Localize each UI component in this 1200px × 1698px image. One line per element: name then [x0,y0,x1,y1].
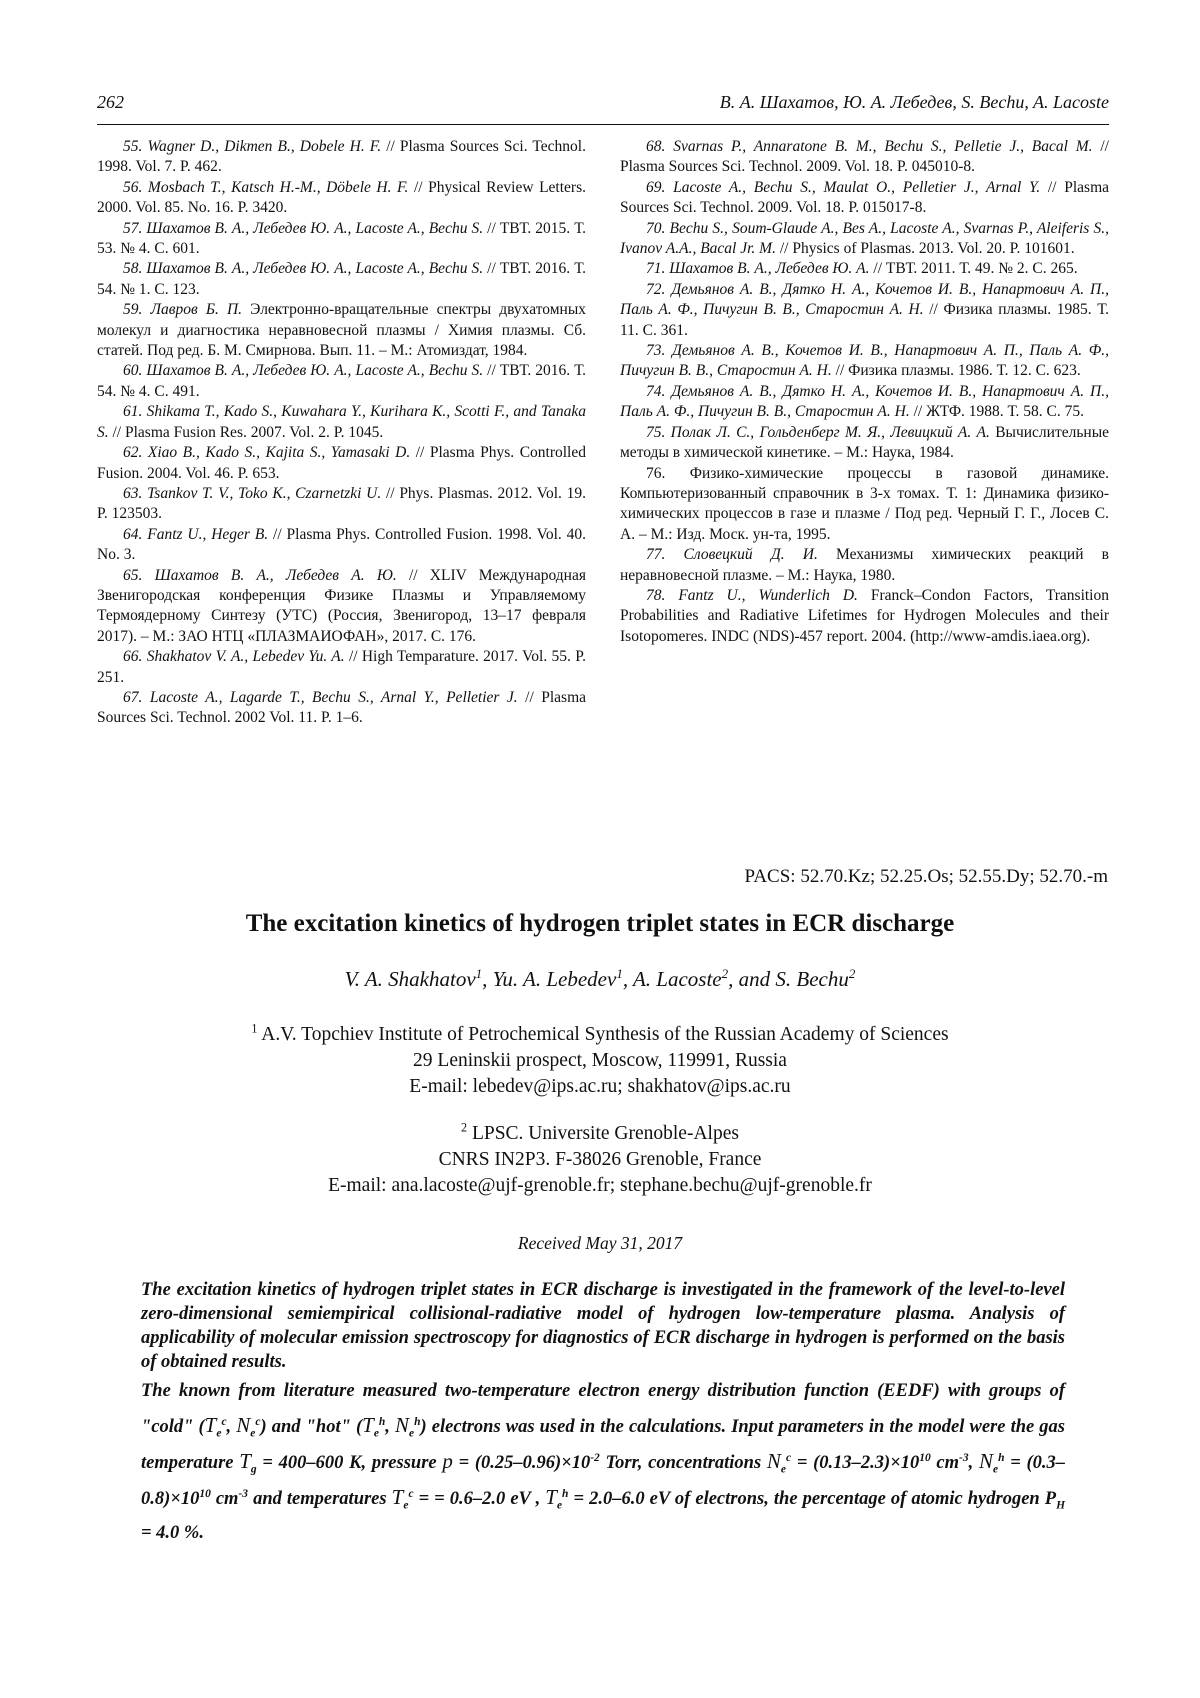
references-right-column [620,137,1109,647]
abstract-paragraph-2: The known from literature measured two-temperature electron energy distribution function (EEDF) with groups of "cold" ($T_e^c$, $N_e^c$) and "hot" ($T_e^h$, $N_e^h$) electrons was used in the calculations. Input parameters in the model were the gas temperature $T_g = 400-600$ K, pressure $p = (0.25-0.96)\times 10^{-2}$ Torr, concentrations $N_e^c = (0.13-2.3)\times 10^{10}$ $cm^{-3}$, $N_e^h = (0.3-0.8)\times 10^{10}$ $cm^{-3}$ and temperatures $T_e^c$ = = 0.6–2.0 eV , $T_e^h = 2.0-6.0$ eV of electrons, the percentage of atomic hydrogen $P_H = 4.0$ %. [141,1381,1066,1543]
author-3: , A. Lacoste [622,967,722,991]
reference-item: 59. Лавров Б. П. Электронно-вращательные спектры двухатомных молекул и диагностика неравновесной плазмы / Химия плазмы. Сб. статей. Под ред. Б. М. Смирнова. Вып. 11. – М.: Атомиздат, 1984. [97,301,587,360]
reference-item: 75. Полак Л. С., Гольденберг М. Я., Левицкий А. А. Вычислительные методы в химической кинетике. – М.: Наука, 1984. [620,423,1109,462]
email-2: E-mail: ana.lacoste@ujf-grenoble.fr; stephane.bechu@ujf-grenoble.fr [328,1175,872,1196]
reference-item: 60. Шахатов В. А., Лебедев Ю. А., Lacoste A., Bechu S. // ТВТ. 2016. Т. 54. № 4. С. 491. [97,362,586,400]
reference-item: 62. Xiao B., Kado S., Kajita S., Yamasaki D. // Plasma Phys. Controlled Fusion. 2004. Vol. 46. P. 653. [97,444,586,482]
reference-item: 55. Wagner D., Dikmen B., Dobele H. F. // Plasma Sources Sci. Technol. 1998. Vol. 7. P. 462. [97,138,586,176]
reference-item: 71. Шахатов В. А., Лебедев Ю. А. // ТВТ. 2011. Т. 49. № 2. С. 265. [646,260,1078,278]
reference-item: 68. Svarnas P., Annaratone B. M., Bechu S., Pelletie J., Bacal M. // Plasma Sources Sci. Technol. 2009. Vol. 18. P. 045010-8. [620,138,1109,176]
reference-item: 56. Mosbach T., Katsch H.-M., Döbele H. F. // Physical Review Letters. 2000. Vol. 85. No. 16. P. 3420. [97,178,586,217]
running-header [97,92,1109,125]
article-title: The excitation kinetics of hydrogen triplet states in ECR discharge [245,910,955,937]
reference-item: 58. Шахатов В. А., Лебедев Ю. А., Lacoste A., Bechu S. // ТВТ. 2016. Т. 54. № 1. С. 123. [97,260,586,298]
author-byline: V. A. Shakhatov$^1$, Yu. A. Lebedev$^1$, A. Lacoste$^2$, and S. Bechu$^2$ [344,966,856,991]
reference-item: 78. Fantz U., Wunderlich D. Franck–Condon Factors, Transition Probabilities and Radiative Lifetimes for Hydrogen Molecules and their Isotopomeres. INDC (NDS)-457 report. 2004. (http://www-amdis.iaea.org). [620,586,1109,645]
pacs-codes: PACS: 52.70.Kz; 52.25.Os; 52.55.Dy; 52.70.-m [744,866,1108,887]
affiliation-2: $^2$ LPSC. Universite Grenoble-Alpes CNRS IN2P3. F-38026 Grenoble, France E-mail: ana.lacoste@ujf-grenoble.fr; stephane.bechu@ujf-grenoble.fr [0,1121,1200,1199]
author-4: , and S. Bechu [728,967,849,991]
reference-item: 66. Shakhatov V. A., Lebedev Yu. A. // High Temparature. 2017. Vol. 55. P. 251. [97,648,586,686]
page-number: 262 [97,92,124,112]
reference-item: 67. Lacoste A., Lagarde T., Bechu S., Arnal Y., Pelletier J. // Plasma Sources Sci. Technol. 2002 Vol. 11. P. 1–6. [97,688,587,727]
reference-item: 77. Словецкий Д. И. Механизмы химических реакций в неравновесной плазме. – М.: Наука, 1980. [620,546,1109,584]
reference-item: 74. Демьянов А. В., Дятко Н. А., Кочетов И. В., Напартович А. П., Паль А. Ф., Пичугин В. В., Старостин А. Н. // ЖТФ. 1988. Т. 58. С. 75. [620,382,1109,421]
author-1: V. A. Shakhatov [344,967,476,991]
reference-item: 57. Шахатов В. А., Лебедев Ю. А., Lacoste A., Bechu S. // ТВТ. 2015. Т. 53. № 4. С. 601. [97,219,586,258]
reference-item: 65. Шахатов В. А., Лебедев А. Ю. // XLIV Международная Звенигородская конференция Физике Плазмы и Управляемому Термоядерному Синтезу (УТС) (Россия, Звенигород, 13–17 февраля 2017). – М.: ЗАО НТЦ «ПЛАЗМАИОФАН», 2017. С. 176. [97,566,586,645]
abstract-paragraph-1: The excitation kinetics of hydrogen triplet states in ECR discharge is investigated in the framework of the level-to-level zero-dimensional semiempirical collisional-radiative model of hydrogen low-temperature plasma. Analysis of applicability of molecular emission spectroscopy for diagnostics of ECR discharge in hydrogen is performed on the basis of obtained results. [141,1280,1065,1372]
references-left-column [97,137,586,729]
reference-item: 64. Fantz U., Heger B. // Plasma Phys. Controlled Fusion. 1998. Vol. 40. No. 3. [97,525,586,564]
reference-item: 69. Lacoste A., Bechu S., Maulat O., Pelletier J., Arnal Y. // Plasma Sources Sci. Technol. 2009. Vol. 18. P. 015017-8. [620,178,1110,217]
reference-item: 72. Демьянов А. В., Дятко Н. А., Кочетов И. В., Напартович А. П., Паль А. Ф., Пичугин В. В., Старостин А. Н. // Физика плазмы. 1985. Т. 11. С. 361. [620,280,1109,339]
email-1: E-mail: lebedev@ips.ac.ru; shakhatov@ips.ac.ru [409,1076,791,1097]
affiliation-1: $^1$ A.V. Topchiev Institute of Petrochemical Synthesis of the Russian Academy of Sciences 29 Leninskii prospect, Moscow, 119991, Russia E-mail: lebedev@ips.ac.ru; shakhatov@ips.ac.ru [0,1022,1200,1100]
received-date: Received May 31, 2017 [517,1233,683,1253]
header-authors: В. А. Шахатов, Ю. А. Лебедев, S. Bechu, A. Lacoste [719,92,1109,112]
author-2: , Yu. A. Lebedev [482,967,617,991]
reference-item: 76. Физико-химические процессы в газовой динамике. Компьютеризованный справочник в 3-х томах. Т. 1: Динамика физико-химических процессов в газе и плазме / Под ред. Черный Г. Г., Лосев С. А. – М.: Изд. Моск. ун-та, 1995. [620,464,1109,543]
reference-item: 63. Tsankov T. V., Toko K., Czarnetzki U. // Phys. Plasmas. 2012. Vol. 19. P. 123503. [97,484,586,523]
reference-item: 73. Демьянов А. В., Кочетов И. В., Напартович А. П., Паль А. Ф., Пичугин В. В., Старостин А. Н. // Физика плазмы. 1986. Т. 12. С. 623. [620,342,1109,380]
abstract [141,1278,1065,1550]
reference-item: 70. Bechu S., Soum-Glaude A., Bes A., Lacoste A., Svarnas P., Aleiferis S., Ivanov A.A., Bacal Jr. M. // Physics of Plasmas. 2013. Vol. 20. P. 101601. [620,219,1109,258]
reference-item: 61. Shikama T., Kado S., Kuwahara Y., Kurihara K., Scotti F., and Tanaka S. // Plasma Fusion Res. 2007. Vol. 2. P. 1045. [97,403,586,441]
